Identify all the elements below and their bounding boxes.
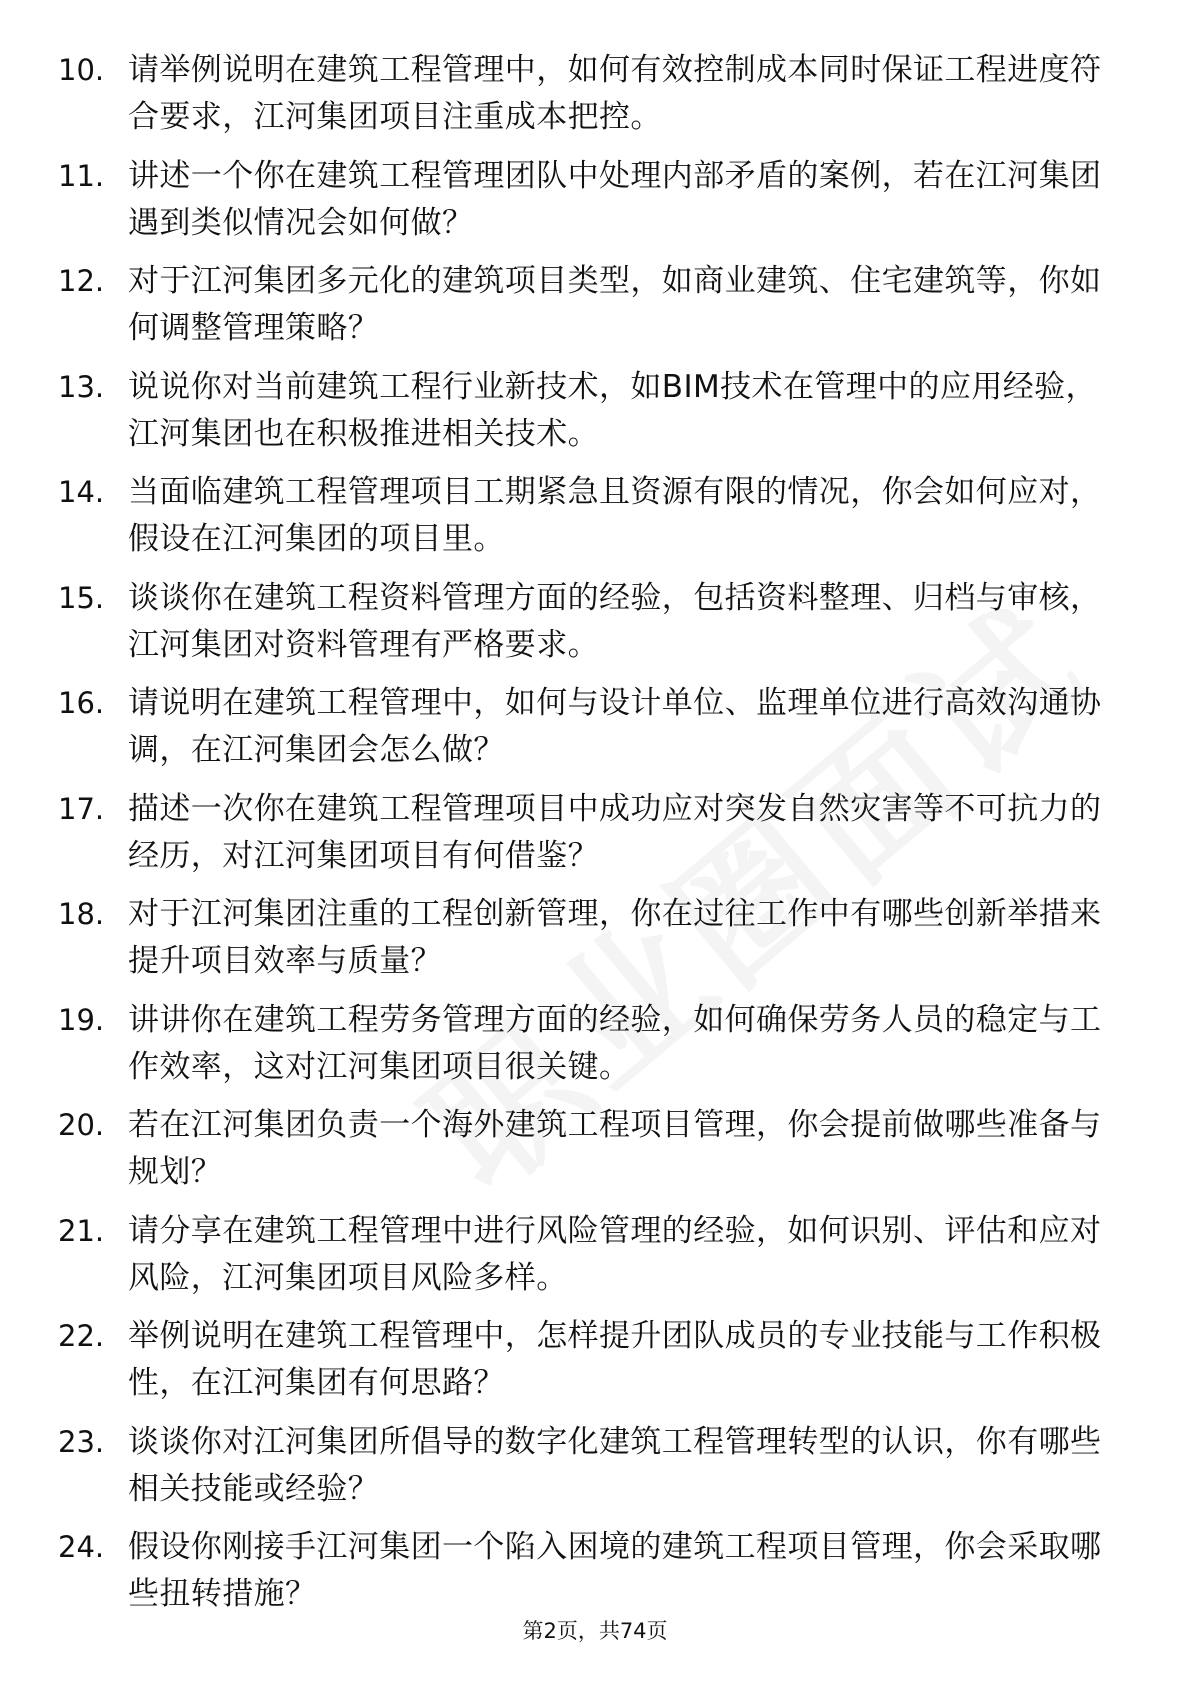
question-text: 讲讲你在建筑工程劳务管理方面的经验，如何确保劳务人员的稳定与工作效率，这对江河集团项目很关键。 [128, 1001, 1102, 1085]
question-item [0, 1419, 1190, 1525]
question-number: 22. [58, 1319, 105, 1353]
question-number: 14. [58, 475, 105, 509]
question-text: 对于江河集团多元化的建筑项目类型，如商业建筑、住宅建筑等，你如何调整管理策略？ [128, 263, 1102, 346]
page-number-label: 第2页，共74页 [522, 1619, 668, 1643]
question-text: 若在江河集团负责一个海外建筑工程项目管理，你会提前做哪些准备与规划？ [128, 1107, 1102, 1190]
question-number: 11. [58, 158, 105, 193]
question-text: 谈谈你对江河集团所倡导的数字化建筑工程管理转型的认识，你有哪些相关技能或经验？ [128, 1423, 1102, 1507]
question-item [0, 786, 1190, 892]
question-text: 对于江河集团注重的工程创新管理，你在过往工作中有哪些创新举措来提升项目效率与质量？ [128, 896, 1102, 979]
question-item [0, 575, 1190, 681]
question-list [0, 47, 1190, 1630]
question-item [0, 153, 1190, 259]
question-item [0, 469, 1190, 575]
question-number: 24. [58, 1530, 105, 1564]
question-number: 13. [58, 369, 105, 404]
question-item [0, 680, 1190, 786]
question-text: 请说明在建筑工程管理中，如何与设计单位、监理单位进行高效沟通协调，在江河集团会怎么做？ [128, 685, 1102, 768]
question-item [0, 997, 1190, 1103]
question-item [0, 258, 1190, 364]
question-text: 谈谈你在建筑工程资料管理方面的经验，包括资料整理、归档与审核，江河集团对资料管理有严格要求。 [128, 579, 1102, 663]
question-number: 17. [58, 791, 105, 826]
question-text: 举例说明在建筑工程管理中，怎样提升团队成员的专业技能与工作积极性，在江河集团有何思路？ [128, 1318, 1102, 1401]
question-text: 讲述一个你在建筑工程管理团队中处理内部矛盾的案例，若在江河集团遇到类似情况会如何做？ [128, 157, 1102, 241]
question-text: 请分享在建筑工程管理中进行风险管理的经验，如何识别、评估和应对风险，江河集团项目风险多样。 [128, 1212, 1102, 1296]
question-item [0, 1524, 1190, 1630]
question-item [0, 1102, 1190, 1208]
question-item [0, 364, 1190, 470]
question-number: 23. [58, 1424, 105, 1459]
question-number: 16. [58, 686, 105, 720]
question-number: 19. [58, 1002, 105, 1037]
question-number: 20. [58, 1108, 105, 1142]
question-number: 15. [58, 580, 105, 615]
question-text: 当面临建筑工程管理项目工期紧急且资源有限的情况，你会如何应对，假设在江河集团的项目里。 [128, 474, 1102, 557]
page-footer [0, 1615, 1190, 1645]
question-number: 10. [58, 53, 105, 87]
question-text: 假设你刚接手江河集团一个陷入困境的建筑工程项目管理，你会采取哪些扭转措施？ [128, 1529, 1102, 1612]
question-item [0, 891, 1190, 997]
question-text: 描述一次你在建筑工程管理项目中成功应对突发自然灾害等不可抗力的经历，对江河集团项目有何借鉴？ [128, 790, 1102, 874]
question-number: 12. [58, 264, 105, 298]
question-item [0, 47, 1190, 153]
question-item [0, 1208, 1190, 1314]
question-number: 18. [58, 897, 105, 931]
question-text: 请举例说明在建筑工程管理中，如何有效控制成本同时保证工程进度符合要求，江河集团项目注重成本把控。 [128, 52, 1102, 135]
question-number: 21. [58, 1213, 105, 1248]
question-item [0, 1313, 1190, 1419]
question-text: 说说你对当前建筑工程行业新技术，如BIM技术在管理中的应用经验，江河集团也在积极推进相关技术。 [128, 368, 1097, 452]
